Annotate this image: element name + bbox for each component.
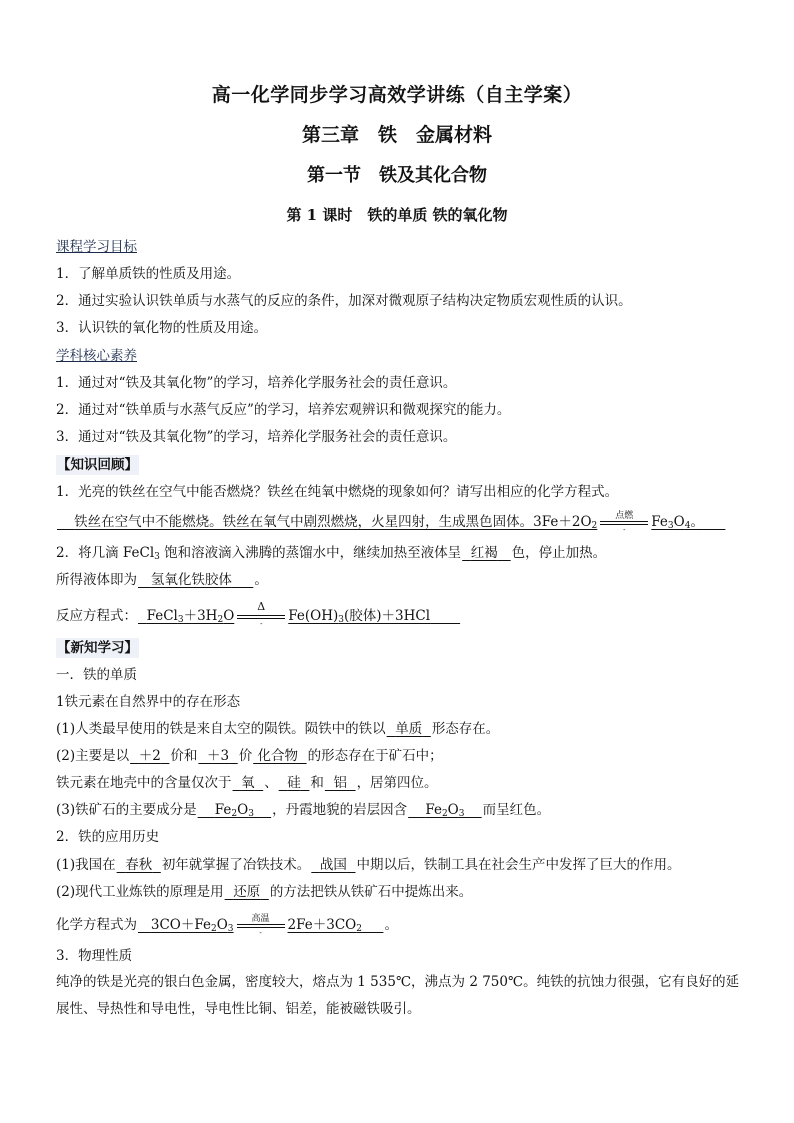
section-title: 第一节 铁及其化合物 xyxy=(307,165,487,186)
blank-answer: 单质 xyxy=(395,721,423,737)
subsection-1: 1铁元素在自然界中的存在形态 xyxy=(56,694,241,710)
literacy-item-3: 3．通过对“铁及其氧化物”的学习，培养化学服务社会的责任意识。 xyxy=(56,429,457,445)
blank-answer: 还原 xyxy=(233,884,261,900)
review-question-2: 2．将几滴 FeCl$_3$ 饱和溶液滴入沸腾的蒸馏水中，继续加热至液体呈 红褐 色，停止加热。 xyxy=(56,545,607,562)
blank-answer: 战国 xyxy=(319,857,347,873)
literacy-heading: 学科核心素养 xyxy=(56,348,137,364)
review-answer-1 xyxy=(56,512,726,536)
blank-answer: ＋3 xyxy=(207,748,230,764)
answer-product: $Fe_3O_4$。 xyxy=(651,514,704,531)
reaction-equation: 反应方程式： $FeCl_3+3H_2O$ Δ - $Fe(OH)_3$(胶体)＋3HCl xyxy=(56,606,461,630)
blank-answer: $Fe_2O_3$ xyxy=(214,802,254,819)
new-learning-heading: 【新知学习】 xyxy=(57,640,138,656)
blank-answer: 氢氧化铁胶体 xyxy=(150,572,232,588)
line-6: (2)现代工业炼铁的原理是用 还原 的方法把铁从铁矿石中提炼出来。 xyxy=(56,884,473,900)
line-1: (1)人类最早使用的铁是来自太空的陨铁。陨铁中的铁以 单质 形态存在。 xyxy=(56,721,500,737)
main-title: 高一化学同步学习高效学讲练（自主学案） xyxy=(211,84,583,106)
equation-right: $2Fe+3CO_2$ xyxy=(287,917,362,934)
condition-arrow: 高温 - xyxy=(235,915,287,935)
objective-item-3: 3．认识铁的氧化物的性质及用途。 xyxy=(56,320,268,336)
objective-item-1: 1．了解单质铁的性质及用途。 xyxy=(56,266,241,282)
line-2: (2)主要是以 ＋2 价和 ＋3 价 化合物 的形态存在于矿石中； xyxy=(56,748,443,764)
condition-arrow: Δ - xyxy=(235,606,287,626)
condition-arrow: 点燃 - xyxy=(598,512,650,532)
objectives-heading: 课程学习目标 xyxy=(56,239,137,255)
line-4: (3)铁矿石的主要成分是 $Fe_2O_3$ ，丹霞地貌的岩层因含 $Fe_2O_3$ 而呈红色。 xyxy=(56,802,551,819)
blank-answer: 化合物 xyxy=(257,748,298,764)
subsection-2: 2．铁的应用历史 xyxy=(56,829,160,845)
blank-answer: 红褐 xyxy=(470,545,498,561)
equation-left: $3CO+Fe_2O_3$ xyxy=(150,917,234,934)
chapter-title: 第三章 铁 金属材料 xyxy=(301,124,492,146)
lesson-title: 第 1 课时 铁的单质 铁的氧化物 xyxy=(286,206,508,224)
blank-answer: ＋2 xyxy=(138,748,161,764)
literacy-item-1: 1．通过对“铁及其氧化物”的学习，培养化学服务社会的责任意识。 xyxy=(56,375,457,391)
equation-left: $FeCl_3+3H_2O$ xyxy=(146,608,235,625)
review-heading: 【知识回顾】 xyxy=(57,457,138,473)
equation-right: $Fe(OH)_3$(胶体)＋3HCl xyxy=(288,608,431,625)
blank-answer: 铝 xyxy=(333,775,347,791)
objective-item-2: 2．通过实验认识铁单质与水蒸气的反应的条件，加深对微观原子结构决定物质宏观性质的认识。 xyxy=(56,293,632,309)
line-3: 铁元素在地壳中的含量仅次于 氧 、 硅 和 铝 ，居第四位。 xyxy=(56,775,438,791)
subsection-3: 3．物理性质 xyxy=(56,948,133,964)
literacy-item-2: 2．通过对“铁单质与水蒸气反应”的学习，培养宏观辨识和微观探究的能力。 xyxy=(56,402,511,418)
line-5: (1)我国在 春秋 初年就掌握了冶铁技术。 战国 中期以后，铁制工具在社会生产中发挥了巨大的作用。 xyxy=(56,857,681,873)
blank-answer: 硅 xyxy=(287,775,301,791)
part-heading: 一．铁的单质 xyxy=(56,667,137,683)
review-question-3: 所得液体即为 氢氧化铁胶体 。 xyxy=(56,572,268,588)
review-question-1: 1．光亮的铁丝在空气中能否燃烧？铁丝在纯氧中燃烧的现象如何？请写出相应的化学方程式。 xyxy=(56,484,619,500)
physical-properties-paragraph: 纯净的铁是光亮的银白色金属，密度较大，熔点为 1 535℃，沸点为 2 750℃。纯铁的抗蚀力很强，它有良好的延展性、导热性和导电性，导电性比铜、铝差，能被磁铁吸引。 xyxy=(56,974,740,1017)
answer-text: 铁丝在空气中不能燃烧。铁丝在氧气中剧烈燃烧，火星四射，生成黑色固体。$3Fe+2O_2$ xyxy=(74,514,598,531)
blank-answer: $Fe_2O_3$ xyxy=(425,802,465,819)
blank-answer: 氧 xyxy=(241,775,255,791)
blank-answer: 春秋 xyxy=(125,857,153,873)
line-7: 化学方程式为 $3CO+Fe_2O_3$ 高温 - $2Fe+3CO_2$ 。 xyxy=(56,914,398,937)
